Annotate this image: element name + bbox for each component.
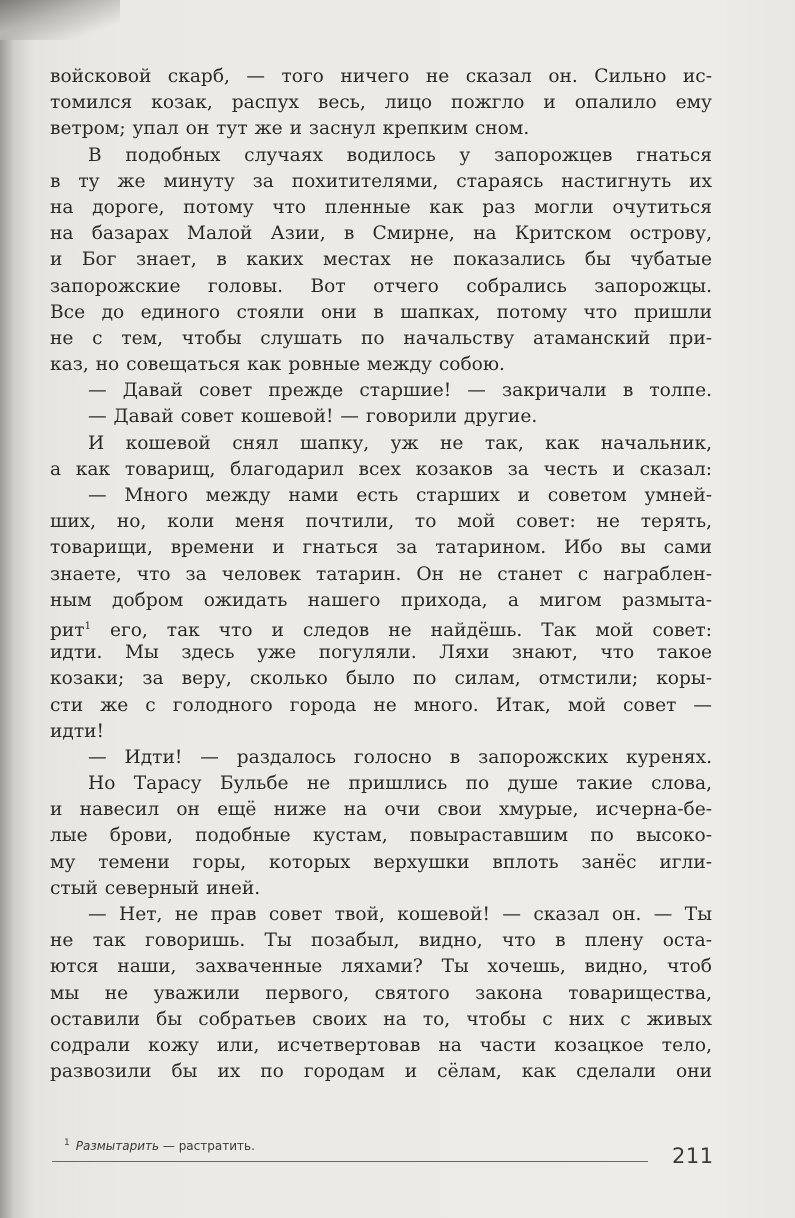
text-line: му темени горы, которых верхушки вплоть занёс игли- xyxy=(50,851,712,873)
text-line: сти же с голодного города не много. Итак, мой совет — xyxy=(50,694,712,716)
text-line: ным добром ожидать нашего прихода, а мигом размыта- xyxy=(50,589,712,611)
body-text xyxy=(50,64,712,1085)
text-line: развозили бы их по городам и сёлам, как сделали они xyxy=(50,1061,712,1083)
text-line: идти. Мы здесь уже погуляли. Ляхи знают, что такое xyxy=(50,642,712,664)
text-line: а как товарищ, благодарил всех козаков за честь и сказал: xyxy=(50,458,712,480)
text-line: — Нет, не прав совет твой, кошевой! — сказал он. — Ты xyxy=(88,904,712,925)
text-line: каз, но совещаться как ровные между собою. xyxy=(50,354,505,376)
text-line: в ту же минуту за похитителями, стараясь настигнуть их xyxy=(50,170,712,192)
text-line: — Идти! — раздалось голосно в запорожских куренях. xyxy=(88,746,712,768)
text-line: и Бог знает, в каких местах не показались бы чубатые xyxy=(50,249,712,271)
text-line: Но Тарасу Бульбе не пришлись по душе такие слова, xyxy=(88,773,712,795)
footnote-mark: 1 xyxy=(64,1138,70,1148)
text-line: томился козак, распух весь, лицо пожгло и опалило ему xyxy=(50,92,712,114)
text-line: Все до единого стояли они в шапках, потому что пришли xyxy=(50,301,712,323)
text-line: В подобных случаях водилось у запорожцев гнаться xyxy=(88,144,712,166)
text-line: не так говоришь. Ты позабыл, видно, что в плену оста- xyxy=(50,930,712,952)
footnote-definition: — растратить. xyxy=(159,1139,255,1153)
footnote-term: Размытарить xyxy=(75,1139,160,1153)
text-line: козаки; за веру, сколько было по силам, отмстили; коры- xyxy=(50,668,712,690)
page-corner-shadow xyxy=(0,0,120,40)
page-number: 211 xyxy=(672,1144,714,1168)
text-line-with-footnote xyxy=(50,614,712,640)
text-line: ших, но, коли меня почтили, то мой совет: не терять, xyxy=(50,511,712,533)
text-line: не с тем, чтобы слушать по начальству атаманский при- xyxy=(50,327,712,349)
text-line: — Давай совет прежде старшие! — закричали в толпе. xyxy=(88,380,712,402)
text-line: войсковой скарб, — того ничего не сказал он. Сильно ис- xyxy=(50,66,712,87)
text-line: — Много между нами есть старших и советом умней- xyxy=(88,485,712,506)
footnote xyxy=(64,1138,255,1153)
text-line: ветром; упал он тут же и заснул крепким сном. xyxy=(50,118,530,140)
text-line: на базарах Малой Азии, в Смирне, на Критском острову, xyxy=(50,223,712,245)
text-fragment: рит xyxy=(50,619,85,641)
text-fragment: его, так что и следов не найдёшь. Так мой совет: xyxy=(90,619,712,641)
text-line: запорожские головы. Вот отчего собрались запорожцы. xyxy=(50,275,712,297)
text-line: стый северный иней. xyxy=(50,877,261,899)
footer-rule xyxy=(52,1161,648,1162)
text-line: ются наши, захваченные ляхами? Ты хочешь, видно, чтоб xyxy=(50,956,712,978)
text-line: содрали кожу или, исчетвертовав на части козацкое тело, xyxy=(50,1034,712,1056)
text-line: — Давай совет кошевой! — говорили другие. xyxy=(88,406,538,428)
text-line: идти! xyxy=(50,720,104,742)
text-line: лые брови, подобные кустам, повыраставшим по высоко- xyxy=(50,825,712,847)
text-line: И кошевой снял шапку, уж не так, как начальник, xyxy=(88,432,712,454)
text-line: товарищи, времени и гнаться за татарином. Ибо вы сами xyxy=(50,537,712,559)
text-line: мы не уважили первого, святого закона товарищества, xyxy=(50,982,712,1004)
text-line: на дороге, потому что пленные как раз могли очутиться xyxy=(50,196,712,218)
footnote-reference: 1 xyxy=(84,620,91,632)
text-line: знаете, что за человек татарин. Он не станет с награблен- xyxy=(50,563,712,585)
text-line: и навесил он ещё ниже на очи свои хмурые, исчерна-бе- xyxy=(50,799,712,821)
text-line: оставили бы собратьев своих на то, чтобы с них с живых xyxy=(50,1008,712,1030)
